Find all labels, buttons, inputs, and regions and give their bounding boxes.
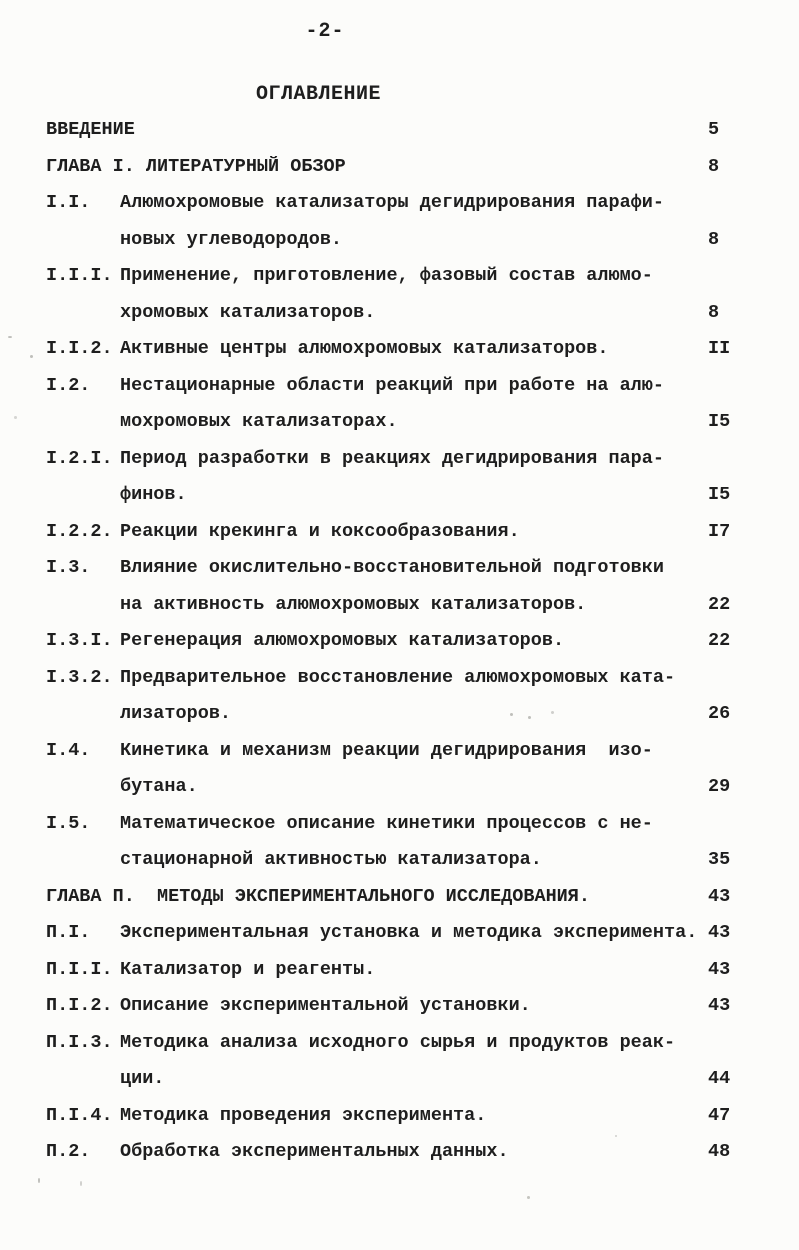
entry-num: I.4. [46, 739, 91, 761]
toc-entry-line [46, 338, 746, 375]
entry-page: 43 [708, 885, 731, 907]
scan-speckle [14, 416, 17, 419]
entry-page: 8 [708, 155, 720, 177]
entry-text: ВВЕДЕНИЕ [46, 119, 135, 140]
entry-text: ции. [120, 1068, 165, 1089]
toc-entry-line [46, 959, 746, 996]
entry-num: I.2. [46, 374, 91, 396]
toc-entry-line [46, 557, 746, 594]
toc-entry-line [46, 448, 746, 485]
entry-text: Обработка экспериментальных данных. [120, 1141, 509, 1162]
toc-entry-line [46, 813, 746, 850]
entry-text: хромовых катализаторов. [120, 301, 376, 323]
toc-entry-line [46, 229, 746, 266]
entry-page: 22 [708, 593, 731, 615]
entry-page: 43 [708, 958, 731, 980]
entry-text: на активность алюмохромовых катализаторов. [120, 593, 587, 615]
scan-speckle [8, 336, 12, 338]
entry-text: бутана. [120, 776, 198, 797]
entry-text: Активные центры алюмохромовых катализаторов. [120, 338, 609, 359]
toc-entry-line [46, 192, 746, 229]
scan-speckle [30, 355, 33, 358]
entry-page: 35 [708, 849, 731, 870]
entry-num: I.3. [46, 557, 91, 578]
page-number: -2- [305, 20, 345, 43]
entry-page: 5 [708, 119, 720, 140]
scan-speckle [38, 1178, 40, 1183]
entry-text: Нестационарные области реакций при работе на алю- [120, 374, 664, 396]
entry-text: Предварительное восстановление алюмохромовых ката- [120, 666, 676, 688]
toc-entry-line [46, 1105, 746, 1142]
entry-text: финов. [120, 484, 187, 505]
entry-text: ГЛАВА I. ЛИТЕРАТУРНЫЙ ОБЗОР [46, 155, 346, 177]
entry-text: стационарной активностью катализатора. [120, 849, 542, 870]
toc-entry-line [46, 886, 746, 923]
entry-text: новых углеводородов. [120, 228, 343, 250]
entry-page: I7 [708, 520, 731, 542]
toc-entry-line [46, 521, 746, 558]
entry-page: II [708, 338, 731, 359]
toc-entry-line [46, 411, 746, 448]
entry-text: лизаторов. [120, 703, 232, 724]
toc-entry-line [46, 119, 746, 156]
entry-num: I.2.I. [46, 447, 113, 469]
entry-page: 8 [708, 228, 720, 250]
entry-num: I.I.I. [46, 265, 113, 286]
entry-text: Регенерация алюмохромовых катализаторов. [120, 630, 565, 651]
entry-text: мохромовых катализаторах. [120, 411, 398, 432]
entry-num: П.I.4. [46, 1104, 113, 1126]
entry-text: Применение, приготовление, фазовый состав алюмо- [120, 265, 653, 286]
toc-entry-line [46, 703, 746, 740]
toc-entry-line [46, 156, 746, 193]
entry-text: Методика анализа исходного сырья и продуктов реак- [120, 1031, 676, 1053]
entry-num: П.I. [46, 922, 91, 943]
entry-page: I5 [708, 411, 731, 432]
entry-num: П.2. [46, 1141, 91, 1162]
entry-num: I.3.2. [46, 666, 113, 688]
entry-num: I.3.I. [46, 630, 113, 651]
entry-page: I5 [708, 484, 731, 505]
entry-text: Кинетика и механизм реакции дегидрирования изо- [120, 739, 653, 761]
entry-num: I.2.2. [46, 520, 113, 542]
entry-num: П.I.2. [46, 995, 113, 1016]
toc-entry-line [46, 776, 746, 813]
entry-text: Влияние окислительно-восстановительной подготовки [120, 557, 664, 578]
entry-num: I.5. [46, 812, 91, 834]
toc-entry-line [46, 630, 746, 667]
scan-speckle [510, 713, 513, 716]
toc-entry-line [46, 265, 746, 302]
entry-num: I.I. [46, 192, 91, 213]
entry-text: Алюмохромовые катализаторы дегидрирования парафи- [120, 192, 664, 213]
entry-text: Экспериментальная установка и методика эксперимента. [120, 922, 698, 943]
entry-num: П.I.3. [46, 1031, 113, 1053]
entry-text: ГЛАВА П. МЕТОДЫ ЭКСПЕРИМЕНТАЛЬНОГО ИССЛЕДОВАНИЯ. [46, 885, 590, 907]
scan-speckle [615, 1135, 617, 1137]
toc-entry-line [46, 740, 746, 777]
entry-text: Математическое описание кинетики процессов с не- [120, 812, 653, 834]
toc-list [46, 119, 746, 1178]
entry-page: 43 [708, 922, 731, 943]
scan-speckle [527, 1196, 530, 1199]
toc-entry-line [46, 302, 746, 339]
entry-page: 47 [708, 1104, 731, 1126]
entry-page: 29 [708, 776, 731, 797]
toc-entry-line [46, 1068, 746, 1105]
entry-text: Катализатор и реагенты. [120, 958, 376, 980]
toc-entry-line [46, 667, 746, 704]
scan-speckle [80, 1181, 82, 1186]
toc-entry-line [46, 995, 746, 1032]
scan-speckle [528, 716, 531, 719]
entry-page: 48 [708, 1141, 731, 1162]
scan-speckle [551, 711, 554, 714]
entry-page: 43 [708, 995, 731, 1016]
entry-text: Методика проведения эксперимента. [120, 1104, 487, 1126]
toc-entry-line [46, 1032, 746, 1069]
entry-page: 44 [708, 1068, 731, 1089]
entry-page: 26 [708, 703, 731, 724]
entry-page: 8 [708, 301, 720, 323]
toc-entry-line [46, 375, 746, 412]
toc-entry-line [46, 922, 746, 959]
toc-entry-line [46, 1141, 746, 1178]
toc-title: ОГЛАВЛЕНИЕ [256, 83, 382, 106]
entry-text: Реакции крекинга и коксообразования. [120, 520, 520, 542]
toc-entry-line [46, 484, 746, 521]
toc-entry-line [46, 594, 746, 631]
entry-num: I.I.2. [46, 338, 113, 359]
entry-num: П.I.I. [46, 958, 113, 980]
entry-text: Период разработки в реакциях дегидрирования пара- [120, 447, 664, 469]
toc-entry-line [46, 849, 746, 886]
entry-page: 22 [708, 630, 731, 651]
entry-text: Описание экспериментальной установки. [120, 995, 531, 1016]
